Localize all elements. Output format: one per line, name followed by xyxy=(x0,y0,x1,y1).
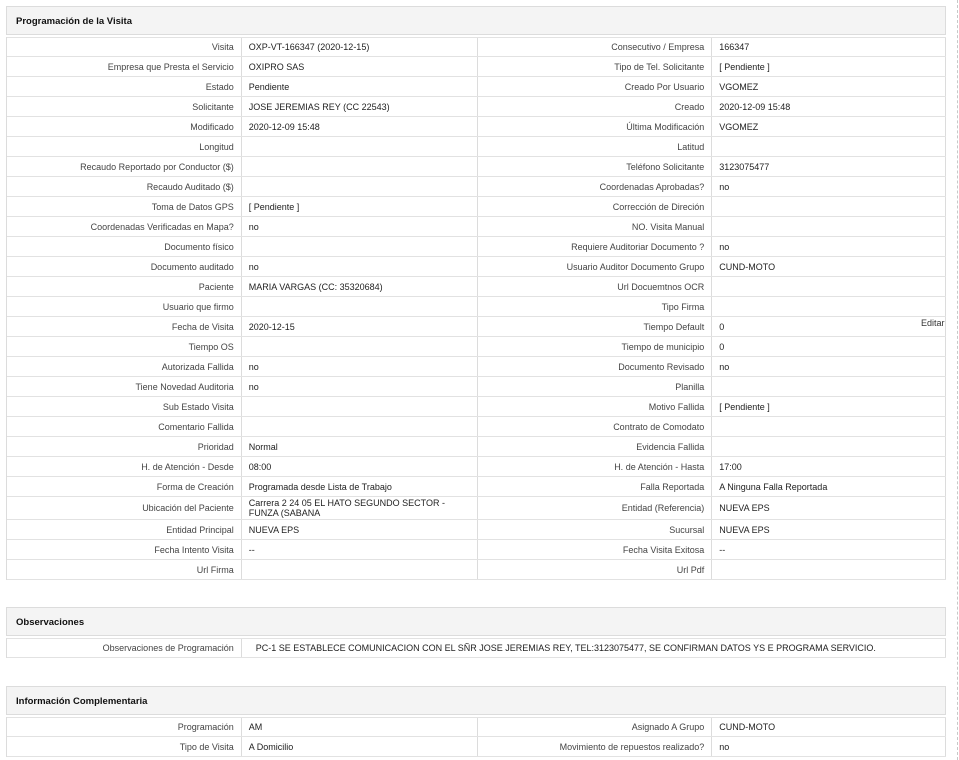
field-label: Sucursal xyxy=(478,520,713,539)
field-label: Creado Por Usuario xyxy=(478,77,713,96)
field-value xyxy=(712,417,946,436)
field-label: Tipo Firma xyxy=(478,297,713,316)
field-row xyxy=(7,117,946,137)
field-label: Planilla xyxy=(478,377,713,396)
field-label: Estado xyxy=(7,77,242,96)
field-value: VGOMEZ xyxy=(712,77,946,96)
field-value: A Ninguna Falla Reportada xyxy=(712,477,946,496)
field-value: no xyxy=(712,177,946,196)
field-row xyxy=(7,540,946,560)
field-value: 2020-12-09 15:48 xyxy=(242,117,478,136)
field-value xyxy=(712,297,946,316)
observaciones-grid xyxy=(6,638,946,658)
field-value: 0 xyxy=(712,317,946,336)
field-row xyxy=(7,57,946,77)
field-label: Fecha Intento Visita xyxy=(7,540,242,559)
observaciones-panel xyxy=(6,607,946,658)
observaciones-row xyxy=(7,638,946,658)
field-label: Toma de Datos GPS xyxy=(7,197,242,216)
field-value: Pendiente xyxy=(242,77,478,96)
programacion-grid xyxy=(6,37,946,580)
field-value: VGOMEZ xyxy=(712,117,946,136)
programacion-title: Programación de la Visita xyxy=(6,6,946,35)
field-value: CUND-MOTO xyxy=(712,257,946,276)
field-label: Url Pdf xyxy=(478,560,713,579)
field-value: NUEVA EPS xyxy=(712,520,946,539)
field-label: Tiene Novedad Auditoria xyxy=(7,377,242,396)
programacion-panel xyxy=(6,6,946,580)
field-value: Programada desde Lista de Trabajo xyxy=(242,477,478,496)
field-label: Tipo de Tel. Solicitante xyxy=(478,57,713,76)
field-value xyxy=(242,337,478,356)
field-row xyxy=(7,257,946,277)
field-value: CUND-MOTO xyxy=(712,718,946,736)
field-label: NO. Visita Manual xyxy=(478,217,713,236)
field-row xyxy=(7,737,946,757)
field-row xyxy=(7,437,946,457)
field-value: 2020-12-15 xyxy=(242,317,478,336)
field-label: Programación xyxy=(7,718,242,736)
field-value xyxy=(712,560,946,579)
field-row xyxy=(7,237,946,257)
field-row xyxy=(7,357,946,377)
field-value: A Domicilio xyxy=(242,737,478,756)
field-value: 0 xyxy=(712,337,946,356)
field-value: -- xyxy=(712,540,946,559)
field-label: Falla Reportada xyxy=(478,477,713,496)
field-row xyxy=(7,717,946,737)
field-value: no xyxy=(242,217,478,236)
field-value xyxy=(712,377,946,396)
field-row xyxy=(7,457,946,477)
field-label: Motivo Fallida xyxy=(478,397,713,416)
field-label: Recaudo Reportado por Conductor ($) xyxy=(7,157,242,176)
field-value: [ Pendiente ] xyxy=(242,197,478,216)
field-label: Tiempo Default xyxy=(478,317,713,336)
field-value: [ Pendiente ] xyxy=(712,397,946,416)
field-value: -- xyxy=(242,540,478,559)
field-label: Latitud xyxy=(478,137,713,156)
field-label: H. de Atención - Hasta xyxy=(478,457,713,476)
field-row xyxy=(7,197,946,217)
field-value: Carrera 2 24 05 EL HATO SEGUNDO SECTOR - FUNZA (SABANA xyxy=(242,497,478,519)
field-value: [ Pendiente ] xyxy=(712,57,946,76)
field-label: Comentario Fallida xyxy=(7,417,242,436)
field-label: Autorizada Fallida xyxy=(7,357,242,376)
page-scroll-edge xyxy=(957,0,958,760)
field-row xyxy=(7,77,946,97)
field-label: Tiempo OS xyxy=(7,337,242,356)
field-label: Tiempo de municipio xyxy=(478,337,713,356)
field-row xyxy=(7,397,946,417)
observaciones-title: Observaciones xyxy=(6,607,946,636)
observaciones-label: Observaciones de Programación xyxy=(7,639,242,657)
field-row xyxy=(7,377,946,397)
field-value xyxy=(242,397,478,416)
field-label: Longitud xyxy=(7,137,242,156)
field-label: Forma de Creación xyxy=(7,477,242,496)
field-label: Entidad (Referencia) xyxy=(478,497,713,519)
field-label: Paciente xyxy=(7,277,242,296)
field-value xyxy=(712,437,946,456)
field-value: JOSE JEREMIAS REY (CC 22543) xyxy=(242,97,478,116)
complementaria-grid xyxy=(6,717,946,757)
field-value: NUEVA EPS xyxy=(242,520,478,539)
field-label: Url Firma xyxy=(7,560,242,579)
field-value: no xyxy=(712,357,946,376)
field-row xyxy=(7,297,946,317)
field-value: 2020-12-09 15:48 xyxy=(712,97,946,116)
field-label: Empresa que Presta el Servicio xyxy=(7,57,242,76)
field-value: Normal xyxy=(242,437,478,456)
field-row xyxy=(7,477,946,497)
field-row xyxy=(7,317,946,337)
complementaria-title: Información Complementaria xyxy=(6,686,946,715)
field-value: OXP-VT-166347 (2020-12-15) xyxy=(242,38,478,56)
field-row xyxy=(7,97,946,117)
field-label: Ubicación del Paciente xyxy=(7,497,242,519)
field-label: Documento físico xyxy=(7,237,242,256)
observaciones-value: PC-1 SE ESTABLECE COMUNICACION CON EL SÑR JOSE JEREMIAS REY, TEL:3123075477, SE CONFIRMAN DATOS YS E PROGRAMA SERVICIO. xyxy=(242,639,946,657)
field-label: Coordenadas Verificadas en Mapa? xyxy=(7,217,242,236)
complementaria-panel xyxy=(6,686,946,757)
field-label: Corrección de Direción xyxy=(478,197,713,216)
field-value xyxy=(712,277,946,296)
field-label: Recaudo Auditado ($) xyxy=(7,177,242,196)
field-value: no xyxy=(712,237,946,256)
field-label: Usuario Auditor Documento Grupo xyxy=(478,257,713,276)
field-row xyxy=(7,137,946,157)
field-value: 17:00 xyxy=(712,457,946,476)
field-label: Contrato de Comodato xyxy=(478,417,713,436)
field-value xyxy=(712,137,946,156)
field-value: NUEVA EPS xyxy=(712,497,946,519)
field-value xyxy=(242,297,478,316)
field-label: Documento Revisado xyxy=(478,357,713,376)
field-label: Fecha de Visita xyxy=(7,317,242,336)
field-label: Modificado xyxy=(7,117,242,136)
field-row xyxy=(7,417,946,437)
field-row xyxy=(7,277,946,297)
field-label: Última Modificación xyxy=(478,117,713,136)
field-value xyxy=(242,137,478,156)
field-value xyxy=(242,157,478,176)
field-label: Evidencia Fallida xyxy=(478,437,713,456)
field-value: 3123075477 xyxy=(712,157,946,176)
field-label: Creado xyxy=(478,97,713,116)
field-value: MARIA VARGAS (CC: 35320684) xyxy=(242,277,478,296)
field-value: no xyxy=(242,357,478,376)
field-label: Movimiento de repuestos realizado? xyxy=(478,737,713,756)
field-label: Asignado A Grupo xyxy=(478,718,713,736)
field-value: no xyxy=(712,737,946,756)
field-label: Consecutivo / Empresa xyxy=(478,38,713,56)
field-value xyxy=(242,417,478,436)
field-label: Solicitante xyxy=(7,97,242,116)
field-label: Requiere Auditoriar Documento ? xyxy=(478,237,713,256)
field-label: Coordenadas Aprobadas? xyxy=(478,177,713,196)
field-value: no xyxy=(242,257,478,276)
field-row xyxy=(7,177,946,197)
field-row xyxy=(7,37,946,57)
field-row xyxy=(7,560,946,580)
field-label: Usuario que firmo xyxy=(7,297,242,316)
field-value xyxy=(242,177,478,196)
field-label: Tipo de Visita xyxy=(7,737,242,756)
field-value xyxy=(712,197,946,216)
field-row xyxy=(7,497,946,520)
field-row xyxy=(7,157,946,177)
field-label: Teléfono Solicitante xyxy=(478,157,713,176)
field-value: OXIPRO SAS xyxy=(242,57,478,76)
field-label: H. de Atención - Desde xyxy=(7,457,242,476)
field-value: no xyxy=(242,377,478,396)
field-value: 08:00 xyxy=(242,457,478,476)
field-row xyxy=(7,520,946,540)
edit-link[interactable]: Editar xyxy=(921,318,945,328)
field-value xyxy=(242,237,478,256)
field-label: Entidad Principal xyxy=(7,520,242,539)
field-label: Fecha Visita Exitosa xyxy=(478,540,713,559)
field-value xyxy=(242,560,478,579)
field-label: Visita xyxy=(7,38,242,56)
field-label: Prioridad xyxy=(7,437,242,456)
field-label: Sub Estado Visita xyxy=(7,397,242,416)
field-label: Documento auditado xyxy=(7,257,242,276)
field-value xyxy=(712,217,946,236)
field-row xyxy=(7,217,946,237)
field-value: AM xyxy=(242,718,478,736)
field-row xyxy=(7,337,946,357)
field-label: Url Docuemtnos OCR xyxy=(478,277,713,296)
field-value: 166347 xyxy=(712,38,946,56)
